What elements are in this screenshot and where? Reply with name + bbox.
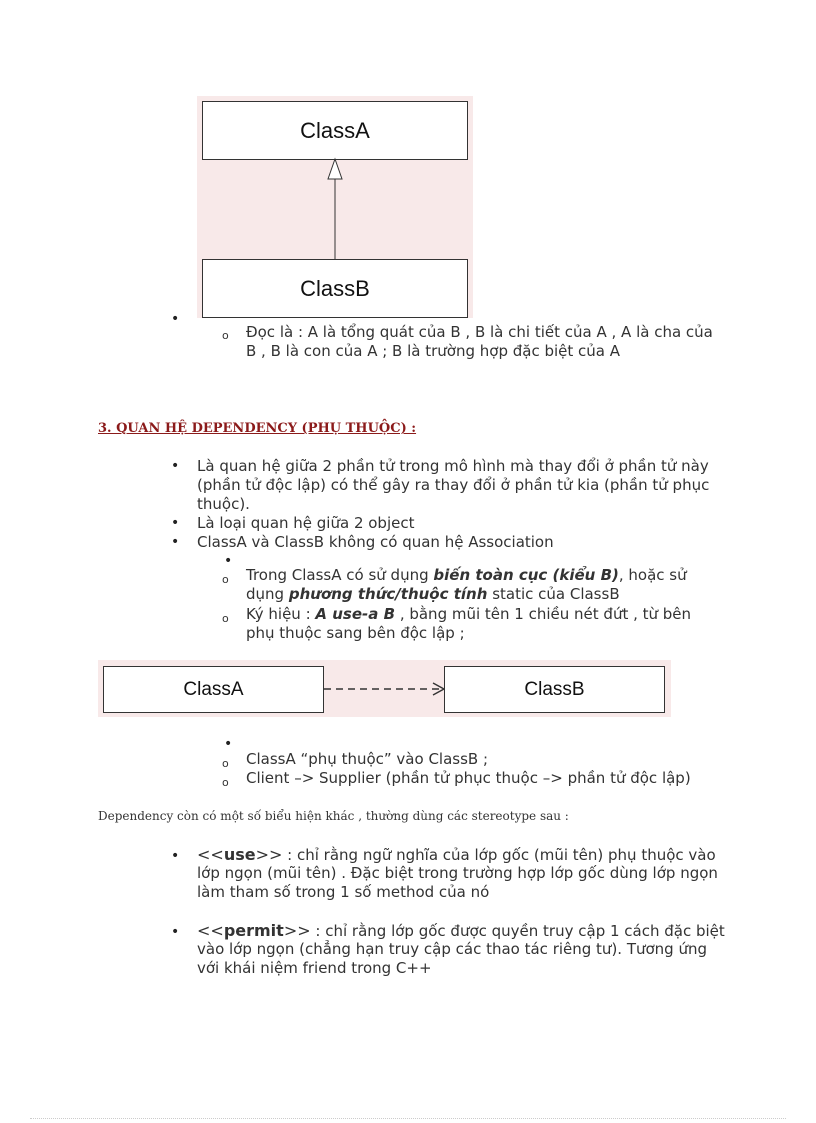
permit-line1: <<permit>> : chỉ rằng lớp gốc được quyền truy cập 1 cách đặc biệt [197, 921, 725, 940]
gen-reading-line2: B , B là con của A ; B là trường hợp đặc biệt của A [246, 342, 621, 360]
sub1-line2: dụng phương thức/thuộc tính static của ClassB [246, 585, 620, 603]
use-stereotype: use [223, 845, 256, 864]
dep-bullet1-line2: (phần tử độc lập) có thể gây ra thay đổi ở phần tử kia (phần tử phục [197, 476, 710, 494]
use-line3: làm tham số trong 1 số method của nó [197, 883, 490, 901]
method-attr-emphasis: phương thức/thuộc tính [288, 585, 488, 603]
class-a-label: ClassA [183, 678, 244, 700]
bullet-permit: • [171, 924, 180, 940]
section-heading: 3. QUAN HỆ DEPENDENCY (PHỤ THUỘC) : [98, 421, 417, 436]
use-a-emphasis: A use-a B [315, 605, 396, 623]
use-line2: lớp ngọn (mũi tên) . Đặc biệt trong trường hợp lớp gốc dùng lớp ngọn [197, 864, 718, 882]
circle-marker: o [222, 757, 229, 770]
global-var-emphasis: biến toàn cục (kiểu B) [433, 566, 619, 584]
dep-bullet1-line3: thuộc). [197, 495, 250, 513]
dep-bullet1-line1: Là quan hệ giữa 2 phần tử trong mô hình mà thay đổi ở phần tử này [197, 457, 709, 475]
sub2-line2: phụ thuộc sang bên độc lập ; [246, 624, 465, 642]
sub1-line1: Trong ClassA có sử dụng biến toàn cục (kiểu B), hoặc sử [246, 566, 687, 584]
class-b-label: ClassB [524, 678, 585, 700]
permit-stereotype: permit [223, 921, 284, 940]
dep-bullet2: Là loại quan hệ giữa 2 object [197, 514, 415, 532]
generalization-diagram [197, 96, 473, 318]
permit-line2: vào lớp ngọn (chẳng hạn truy cập các thao tác riêng tư). Tương ứng [197, 940, 708, 958]
bullet-2: • [171, 515, 180, 531]
class-b-box [444, 666, 665, 713]
after-diagram-item2: Client –> Supplier (phần tử phục thuộc –> phần tử độc lập) [246, 769, 691, 787]
bullet-use: • [171, 848, 180, 864]
use-line1: <<use>> : chỉ rằng ngữ nghĩa của lớp gốc (mũi tên) phụ thuộc vào [197, 845, 716, 864]
after-diagram-item1: ClassA “phụ thuộc” vào ClassB ; [246, 750, 489, 768]
dep-bullet3: ClassA và ClassB không có quan hệ Association [197, 533, 554, 551]
circle-marker: o [222, 612, 229, 625]
dependency-note: Dependency còn có một số biểu hiện khác , thường dùng các stereotype sau : [98, 809, 569, 823]
class-b-label: ClassB [300, 275, 370, 301]
circle-marker: o [222, 329, 229, 342]
class-b-box [202, 259, 468, 318]
bullet-empty-3: • [224, 736, 233, 752]
gen-reading-line1: Đọc là : A là tổng quát của B , B là chi tiết của A , A là cha của [246, 323, 713, 341]
page-bottom-divider [30, 1118, 786, 1119]
bullet-empty-1: • [171, 311, 180, 327]
bullet-3: • [171, 534, 180, 550]
sub2-line1: Ký hiệu : A use-a B , bằng mũi tên 1 chiều nét đứt , từ bên [246, 605, 692, 623]
bullet-empty-2: • [224, 553, 233, 569]
circle-marker: o [222, 573, 229, 586]
inheritance-arrowhead [328, 159, 342, 179]
permit-line3: với khái niệm friend trong C++ [197, 959, 432, 977]
bullet-1: • [171, 458, 180, 474]
dependency-diagram [98, 660, 671, 717]
class-a-label: ClassA [300, 117, 370, 143]
circle-marker: o [222, 776, 229, 789]
